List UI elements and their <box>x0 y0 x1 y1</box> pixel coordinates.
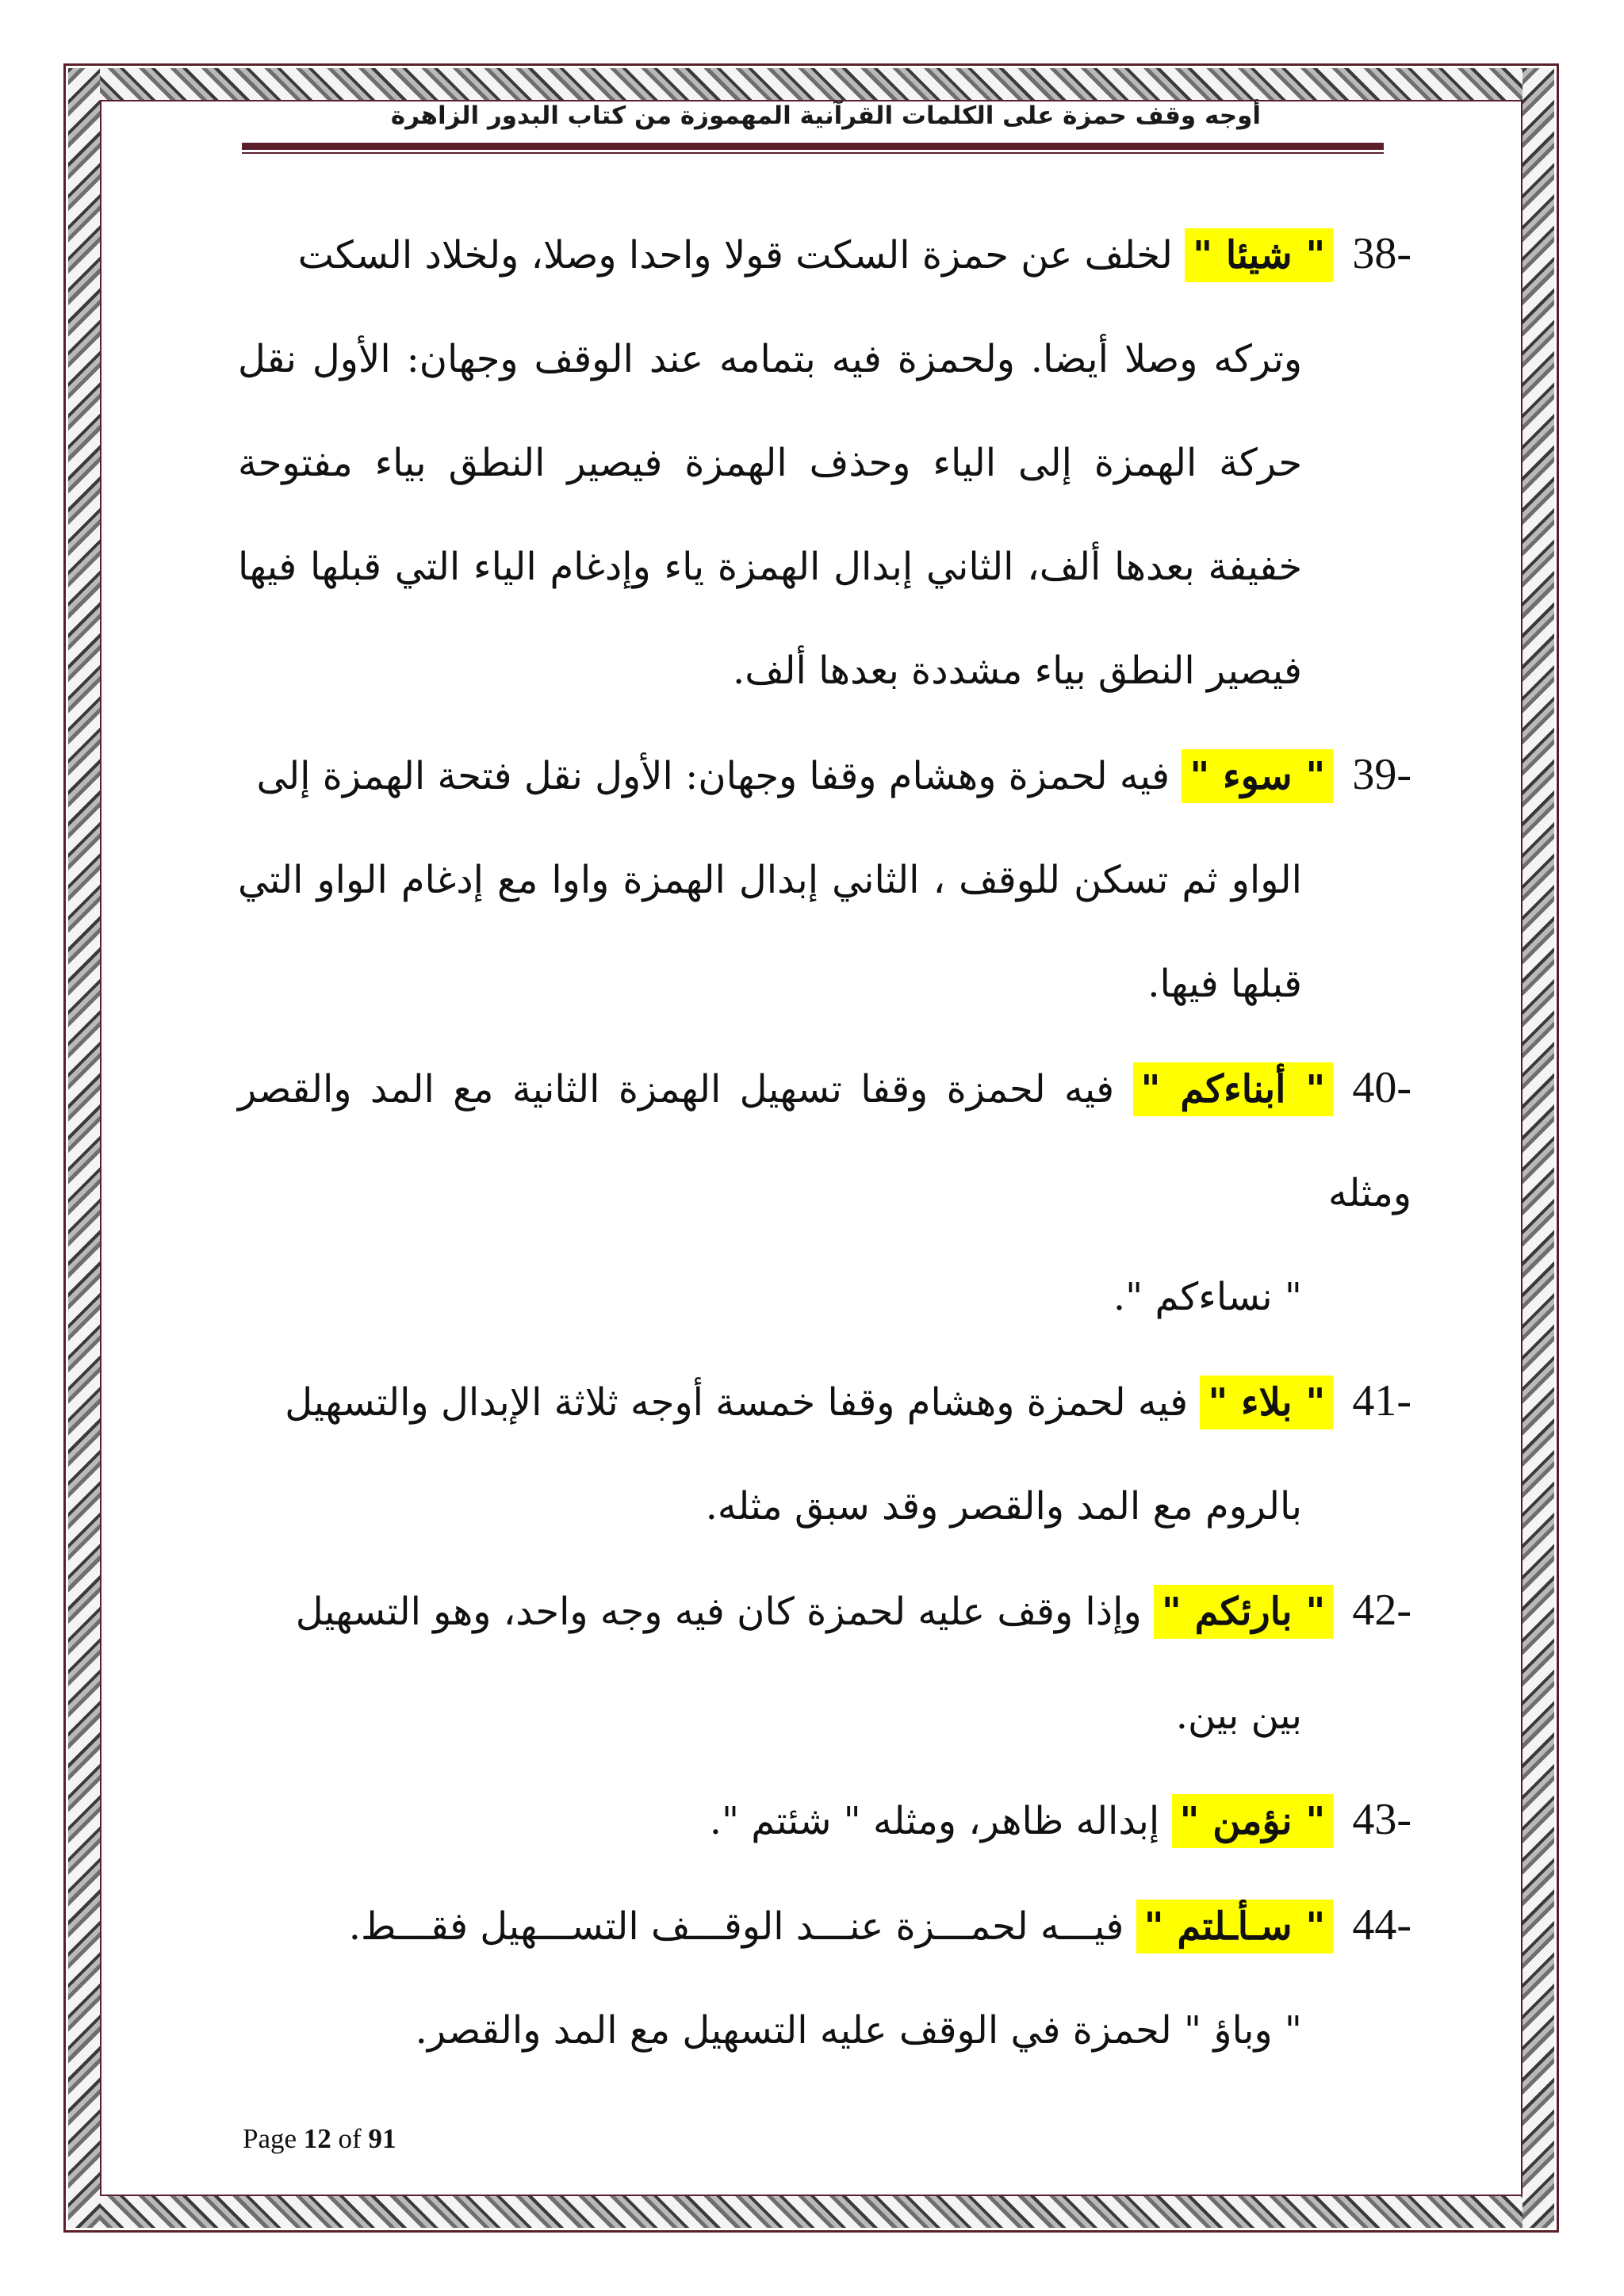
entry-text: فيه لحمزة وهشام وقفا خمسة أوجه ثلاثة الإبدال والتسهيل <box>285 1380 1189 1425</box>
entry-text: فيه لحمزة وقفا تسهيل الهمزة الثانية مع المد والقصر ومثله <box>238 1067 1411 1215</box>
entry-continuation: " وباؤ " لحمزة في الوقف عليه التسهيل مع المد والقصر. <box>415 2008 1302 2053</box>
highlighted-word: " نؤمن " <box>1172 1794 1334 1848</box>
highlighted-word: " بارئكم " <box>1154 1585 1333 1639</box>
page-total: 91 <box>368 2123 396 2154</box>
ornamental-border-right <box>1522 68 1554 2228</box>
entry-number: 44- <box>1352 1900 1411 1950</box>
highlighted-word: " بلاء " <box>1200 1376 1333 1429</box>
page-current: 12 <box>303 2123 331 2154</box>
entry-text: وإذا وقف عليه لحمزة كان فيه وجه واحد، وهو التسهيل <box>295 1590 1142 1634</box>
entry-39 <box>238 723 1411 1036</box>
entry-continuation: " نساءكم ". <box>1113 1275 1302 1319</box>
highlighted-word: " سـأـلتم " <box>1136 1900 1334 1954</box>
ornamental-border-bottom <box>68 2196 1554 2228</box>
entry-continuation: بالروم مع المد والقصر وقد سبق مثله. <box>705 1484 1302 1529</box>
highlighted-word: " شيئا " <box>1185 228 1333 282</box>
entry-text: فيـــه لحمـــزة عنـــد الوقـــف التســـهيل فقـــط. <box>348 1904 1124 1949</box>
ornamental-border-left <box>68 68 100 2228</box>
entry-40 <box>238 1036 1411 1349</box>
entry-text: فيه لحمزة وهشام وقفا وجهان: الأول نقل فتحة الهمزة إلى <box>256 754 1170 798</box>
highlighted-word: " أبناءكم " <box>1133 1062 1334 1116</box>
running-header-title: أوجه وقف حمزة على الكلمات القرآنية المهموزة من كتاب البدور الزاهرة <box>390 101 1261 130</box>
entry-number: 43- <box>1352 1795 1411 1844</box>
entry-number: 38- <box>1352 229 1411 278</box>
entry-number: 41- <box>1352 1376 1411 1425</box>
ornamental-border-top <box>68 68 1554 100</box>
entry-41 <box>238 1349 1411 1559</box>
entry-number: 42- <box>1352 1586 1411 1635</box>
entry-44 <box>238 1873 1411 2083</box>
entry-number: 40- <box>1352 1063 1411 1112</box>
highlighted-word: " سوء " <box>1182 749 1333 803</box>
main-content <box>238 202 1411 2083</box>
page-label: Page <box>243 2123 297 2154</box>
entry-42 <box>238 1559 1411 1768</box>
of-label: of <box>338 2123 362 2154</box>
entry-43 <box>238 1768 1411 1873</box>
header-rule-thin <box>242 152 1384 154</box>
header-rule-thick <box>242 143 1384 150</box>
page-number <box>243 2123 396 2155</box>
entry-continuation: الواو ثم تسكن للوقف ، الثاني إبدال الهمزة واوا مع إدغام الواو التي قبلها فيها. <box>238 858 1302 1006</box>
entry-number: 39- <box>1352 750 1411 799</box>
entry-38 <box>238 202 1411 723</box>
entry-text: لخلف عن حمزة السكت قولا واحدا وصلا، ولخلاد السكت <box>297 233 1173 277</box>
entry-continuation: وتركه وصلا أيضا. ولحمزة فيه بتمامه عند الوقف وجهان: الأول نقل حركة الهمزة إلى الياء وحذف الهمزة فيصير النطق بياء مفتوحة خفيفة بعدها ألف، الثاني إبدال الهمزة ياء وإدغام الياء التي قبلها فيها فيصير النطق بياء مشددة بعدها ألف. <box>238 337 1302 693</box>
entry-text: إبداله ظاهر، ومثله " شئتم ". <box>709 1799 1160 1843</box>
entry-continuation: بين بين. <box>1175 1693 1302 1738</box>
